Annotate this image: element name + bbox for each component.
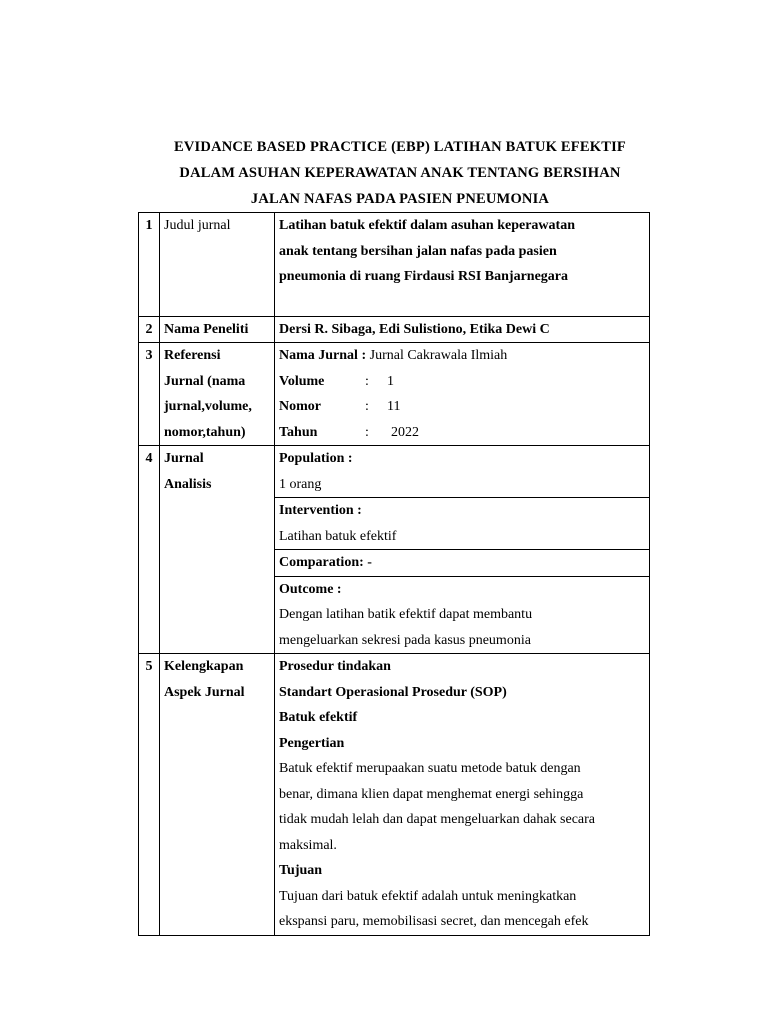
row-content bbox=[275, 654, 650, 936]
section-heading: Tujuan bbox=[279, 863, 323, 878]
row-content bbox=[275, 343, 650, 446]
table-row bbox=[139, 213, 650, 317]
row-number: 5 bbox=[139, 654, 160, 936]
population-label: Population : bbox=[279, 451, 353, 466]
content-line: pneumonia di ruang Firdausi RSI Banjarnegara bbox=[279, 269, 568, 284]
outcome-label: Outcome : bbox=[279, 581, 342, 597]
intervention-value: Latihan batuk efektif bbox=[279, 528, 397, 544]
tahun-sep: : bbox=[365, 424, 369, 440]
comparation-cell: Comparation: - bbox=[275, 550, 650, 577]
volume-sep: : bbox=[365, 373, 369, 389]
row-label bbox=[160, 343, 275, 446]
table-row bbox=[139, 316, 650, 343]
table-row bbox=[139, 446, 650, 498]
nomor-sep: : bbox=[365, 399, 369, 414]
section-heading: Prosedur tindakan bbox=[279, 659, 391, 674]
journal-line bbox=[279, 343, 645, 369]
label-line: Jurnal (nama bbox=[164, 373, 246, 389]
pengertian-line: benar, dimana klien dapat menghemat energi sehingga bbox=[279, 786, 584, 802]
table-row bbox=[139, 654, 650, 936]
table-row bbox=[139, 343, 650, 446]
population-cell bbox=[275, 446, 650, 498]
volume-value: 1 bbox=[387, 373, 394, 389]
population-value: 1 orang bbox=[279, 476, 322, 492]
row-label bbox=[160, 654, 275, 936]
row-number: 3 bbox=[139, 343, 160, 446]
intervention-cell bbox=[275, 498, 650, 550]
row-label bbox=[160, 446, 275, 654]
nomor-value: 11 bbox=[387, 399, 401, 414]
tujuan-line: Tujuan dari batuk efektif adalah untuk meningkatkan bbox=[279, 888, 577, 904]
label-line: jurnal,volume, bbox=[164, 399, 252, 414]
pengertian-line: maksimal. bbox=[279, 837, 337, 853]
label-line: Jurnal bbox=[164, 451, 204, 466]
journal-label: Nama Jurnal : bbox=[279, 348, 367, 363]
label-line: Analisis bbox=[164, 476, 212, 492]
row-label: Nama Peneliti bbox=[160, 316, 275, 343]
volume-label: Volume bbox=[279, 373, 325, 389]
title-line: EVIDANCE BASED PRACTICE (EBP) LATIHAN BATUK EFEKTIF bbox=[174, 139, 626, 155]
row-number: 4 bbox=[139, 446, 160, 654]
document-title bbox=[140, 134, 660, 212]
content-line: anak tentang bersihan jalan nafas pada pasien bbox=[279, 243, 557, 259]
outcome-cell bbox=[275, 576, 650, 654]
section-heading: Standart Operasional Prosedur (SOP) bbox=[279, 684, 507, 700]
tahun-label: Tahun bbox=[279, 424, 318, 440]
title-line: DALAM ASUHAN KEPERAWATAN ANAK TENTANG BERSIHAN bbox=[179, 165, 621, 181]
nomor-line bbox=[279, 394, 645, 420]
label-line: Kelengkapan bbox=[164, 659, 244, 674]
nomor-label: Nomor bbox=[279, 399, 321, 414]
row-label bbox=[160, 213, 275, 317]
outcome-line: mengeluarkan sekresi pada kasus pneumonia bbox=[279, 632, 531, 648]
ebp-table bbox=[138, 212, 650, 936]
journal-value: Jurnal Cakrawala Ilmiah bbox=[366, 348, 508, 363]
content-line: Latihan batuk efektif dalam asuhan keperawatan bbox=[279, 218, 575, 233]
row-content bbox=[275, 213, 650, 317]
intervention-label: Intervention : bbox=[279, 503, 362, 518]
label-line: Aspek Jurnal bbox=[164, 684, 245, 700]
pengertian-line: tidak mudah lelah dan dapat mengeluarkan dahak secara bbox=[279, 812, 596, 827]
tahun-line bbox=[279, 420, 645, 446]
title-line: JALAN NAFAS PADA PASIEN PNEUMONIA bbox=[250, 191, 550, 207]
pengertian-line: Batuk efektif merupaakan suatu metode batuk dengan bbox=[279, 761, 581, 776]
row-number: 2 bbox=[139, 316, 160, 343]
label-line: nomor,tahun) bbox=[164, 424, 246, 440]
tahun-value: 2022 bbox=[391, 424, 419, 440]
outcome-line: Dengan latihan batik efektif dapat membantu bbox=[279, 607, 533, 622]
row-content: Dersi R. Sibaga, Edi Sulistiono, Etika Dewi C bbox=[275, 316, 650, 343]
row-number: 1 bbox=[139, 213, 160, 317]
section-heading: Pengertian bbox=[279, 735, 345, 751]
tujuan-line: ekspansi paru, memobilisasi secret, dan mencegah efek bbox=[279, 914, 589, 929]
label-line: Referensi bbox=[164, 348, 221, 363]
row-label-text: Judul jurnal bbox=[164, 218, 231, 233]
section-heading: Batuk efektif bbox=[279, 710, 358, 725]
volume-line bbox=[279, 369, 645, 395]
